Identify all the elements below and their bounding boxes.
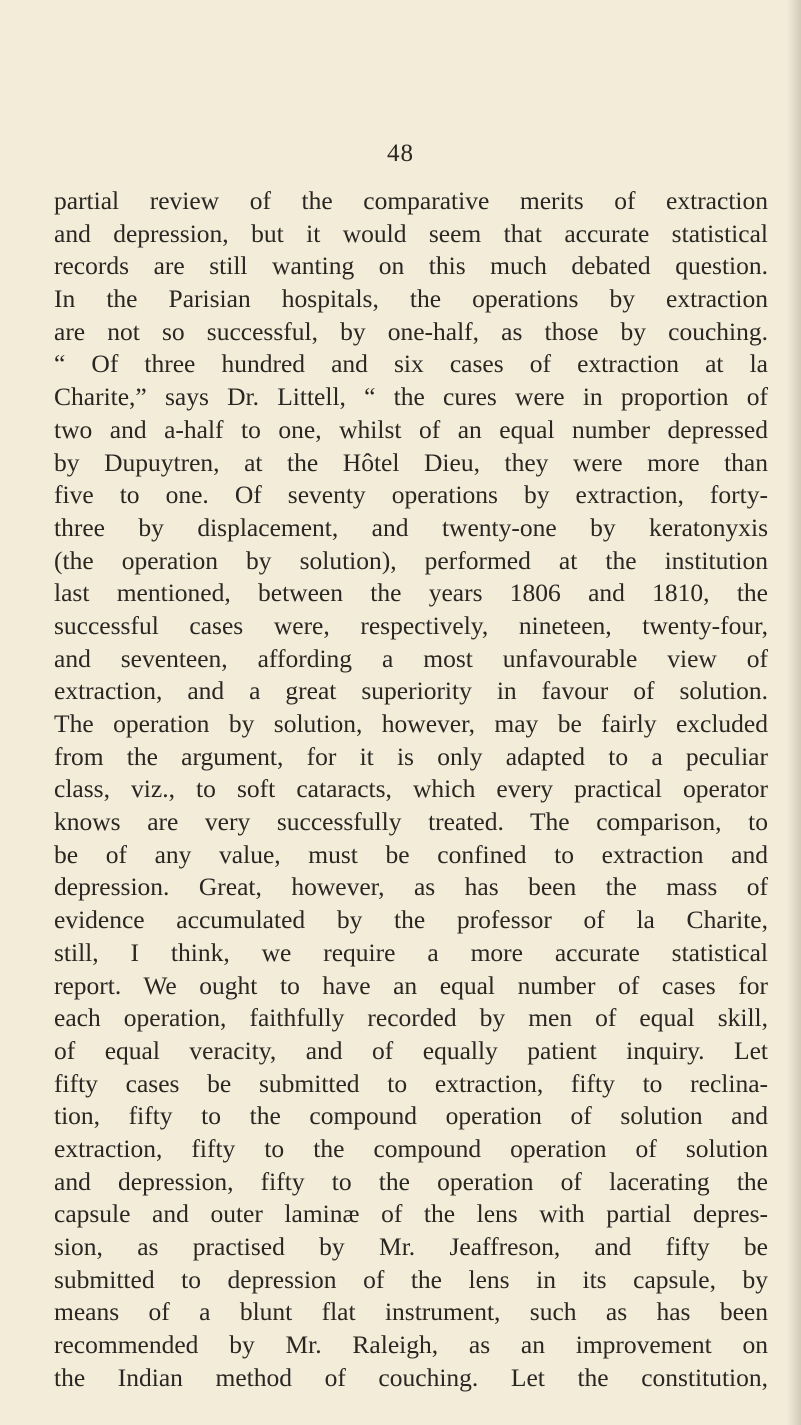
text-line: five to one. Of seventy operations by extraction, forty- <box>54 480 768 510</box>
text-line: tion, fifty to the compound operation of solution and <box>54 1101 768 1131</box>
text-line: report. We ought to have an equal number of cases for <box>54 970 768 1000</box>
text-line: “ Of three hundred and six cases of extraction at la <box>54 349 768 379</box>
body-text <box>54 185 768 1394</box>
text-line: The operation by solution, however, may be fairly excluded <box>54 709 768 738</box>
text-line: fifty cases be submitted to extraction, fifty to reclina- <box>54 1068 768 1098</box>
text-line: sion, as practised by Mr. Jeaffreson, and fifty be <box>54 1232 768 1261</box>
text-line: extraction, and a great superiority in favour of solution. <box>54 676 768 706</box>
text-line: (the operation by solution), performed at the institution <box>54 545 768 575</box>
page-edge-shadow <box>787 0 801 1425</box>
text-line: two and a-half to one, whilst of an equal number depressed <box>54 414 768 444</box>
text-line: records are still wanting on this much debated question. <box>54 251 768 281</box>
text-line: means of a blunt flat instrument, such as has been <box>54 1297 768 1327</box>
page-number: 48 <box>387 140 414 167</box>
text-line: and depression, but it would seem that accurate statistical <box>54 218 768 248</box>
text-line: of equal veracity, and of equally patient inquiry. Let <box>54 1035 768 1065</box>
text-line: knows are very successfully treated. The comparison, to <box>54 807 768 837</box>
text-line: and depression, fifty to the operation of lacerating the <box>54 1166 768 1196</box>
text-line: are not so successful, by one-half, as those by couching. <box>54 316 768 346</box>
text-line: from the argument, for it is only adapted to a peculiar <box>54 741 768 771</box>
text-line: partial review of the comparative merits of extraction <box>54 186 768 215</box>
text-line: extraction, fifty to the compound operation of solution <box>54 1133 768 1163</box>
text-line: Charite,” says Dr. Littell, “ the cures were in proportion of <box>54 382 768 412</box>
text-line: successful cases were, respectively, nineteen, twenty-four, <box>54 610 768 640</box>
text-line: still, I think, we require a more accurate statistical <box>54 937 768 967</box>
text-line: In the Parisian hospitals, the operations by extraction <box>54 284 768 314</box>
text-line: submitted to depression of the lens in its capsule, by <box>54 1264 768 1294</box>
text-line: evidence accumulated by the professor of la Charite, <box>54 905 768 935</box>
text-line: three by displacement, and twenty-one by keratonyxis <box>54 512 768 542</box>
text-line: be of any value, must be confined to extraction and <box>54 839 768 869</box>
text-line: capsule and outer laminæ of the lens with partial depres- <box>54 1199 768 1229</box>
text-line: the Indian method of couching. Let the constitution, <box>54 1362 768 1392</box>
text-line: and seventeen, affording a most unfavourable view of <box>54 643 768 673</box>
text-line: each operation, faithfully recorded by men of equal skill, <box>54 1003 768 1033</box>
text-line: depression. Great, however, as has been the mass of <box>54 872 768 902</box>
text-line: by Dupuytren, at the Hôtel Dieu, they were more than <box>54 447 768 477</box>
text-line: class, viz., to soft cataracts, which every practical operator <box>54 774 768 804</box>
text-line: recommended by Mr. Raleigh, as an improvement on <box>54 1330 768 1360</box>
text-line: last mentioned, between the years 1806 and 1810, the <box>54 578 768 608</box>
